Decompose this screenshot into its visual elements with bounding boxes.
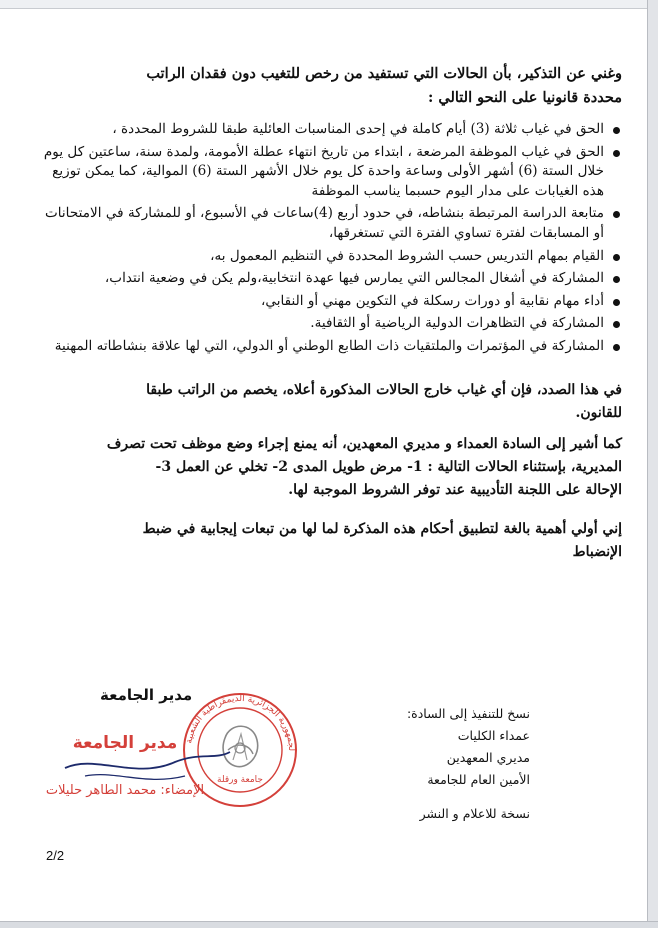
copies-header: نسخ للتنفيذ إلى السادة: [406,706,530,721]
viewer-bottom-bar [0,921,658,928]
list-item: المشاركة في التظاهرات الدولية الرياضية أو الثقافية. [40,314,604,334]
university-stamp [25,690,325,820]
list-item: مديري المعهدين [446,750,530,765]
stamp-red-title: مدير الجامعة [72,733,178,753]
list-item: القيام بمهام التدريس حسب الشروط المحددة في التنظيم المعمول به، [40,247,604,267]
signature-title: مدير الجامعة [100,686,193,704]
list-item: أداء مهام نقابية أو دورات رسكلة في التكوين مهني أو النقابي، [40,292,604,312]
list-item: متابعة الدراسة المرتبطة بنشاطه، في حدود أربع (4)ساعات في الأسبوع، أو للمشاركة في الامتحانات أو المسابقات لفترة تساوي الفترة التي تستغرقها، [40,204,604,243]
viewer-scrollbar[interactable] [647,0,658,928]
seal-center-text: جامعة ورقلة [217,775,263,785]
list-item: المشاركة في أشغال المجالس التي يمارس فيها عهدة انتخابية،ولم يكن في وضعية انتداب، [40,269,604,289]
stamp-red-signature: الإمضاء: محمد الطاهر حليلات [45,783,205,798]
deans-paragraph: كما أشير إلى السادة العمداء و مديري المعهدين، أنه يمنع إجراء وضع موظف تحت تصرف المديرية، بإستثناء الحالات التالية : 1- مرض طويل المدى 2- تخلي عن العمل 3- الإحالة على اللجنة التأديبية عند توفر الشروط الموجبة لها. [106,435,622,498]
handwritten-signature [65,752,230,779]
intro-paragraph: وغني عن التذكير، بأن الحالات التي تستفيد من رخص للتغيب دون فقدان الراتب محددة قانونيا على النحو التالي : [146,65,622,106]
context-paragraph: في هذا الصدد، فإن أي غياب خارج الحالات المذكورة أعلاه، يخصم من الراتب طبقا للقانون. [146,381,622,421]
list-item: الحق في غياب الموظفة المرضعة ، ابتداء من تاريخ انتهاء عطلة الأمومة، ولمدة سنة، ساعتين كل يوم خلال الستة (6) أشهر الأولى وساعة واحدة كل يوم خلال الأشهر الستة (6) الموالية، كما يمكن توزيع هذه الغيابات على مدار اليوم حسبما يناسب الموظفة [40,143,604,202]
copies-distribution [407,703,530,825]
document-body [40,62,622,564]
viewer-top-bar [0,0,658,9]
list-item: المشاركة في المؤتمرات والملتقيات ذات الطابع الوطني أو الدولي، التي لها علاقة بنشاطاته المهنية [40,337,604,357]
list-item: الأمين العام للجامعة [427,772,530,787]
page-number: 2/2 [46,848,65,863]
copies-info: نسخة للاعلام و النشر [419,806,530,821]
list-item: عمداء الكليات [457,728,530,743]
list-item: الحق في غياب ثلاثة (3) أيام كاملة في إحدى المناسبات العائلية طبقا للشروط المحددة ، [40,120,604,140]
leave-cases-list [40,120,622,357]
seal-ring-text: لجمهورية الجزائرية الديمقراطية الشعبية [184,693,297,752]
emblem-icon [223,726,258,766]
importance-paragraph: إني أولي أهمية بالغة لتطبيق أحكام هذه المذكرة لما لها من تبعات إيجابية في ضبط الإنضباط [142,520,622,560]
